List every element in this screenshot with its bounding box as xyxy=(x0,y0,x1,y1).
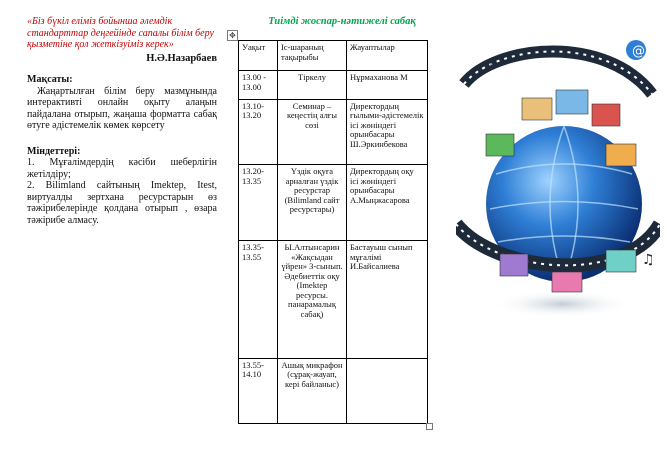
svg-text:@: @ xyxy=(632,44,645,59)
table-header-row xyxy=(239,41,428,71)
row-time: 13.10-13.20 xyxy=(239,99,278,164)
tasks-heading: Міндеттері: xyxy=(27,145,81,157)
row-topic: Ы.Алтынсарин «Жақсыдан үйрен» 3-сынып. Әдебиеттік оқу (Imektep ресурсы. панарамалық сабақ) xyxy=(278,241,347,359)
quote-author: Н.Ә.Назарбаев xyxy=(146,52,217,64)
row-responsible: Директордың ғылыми-әдістемелік ісі жөніндегі орынбасары Ш.Эркинбекова xyxy=(347,99,428,164)
left-column xyxy=(27,16,217,226)
table-row xyxy=(239,241,428,359)
header-topic: Іс-шараның тақырыбы xyxy=(278,41,347,71)
table-title: Тиімді жоспар-нәтижелі сабақ xyxy=(268,16,416,27)
row-topic: Семинар – кеңестің алғы сөзі xyxy=(278,99,347,164)
row-topic: Тіркелу xyxy=(278,71,347,99)
row-responsible xyxy=(347,358,428,423)
goal-heading: Мақсаты: xyxy=(27,74,73,85)
row-time: 13.20-13.35 xyxy=(239,165,278,241)
row-time: 13.35-13.55 xyxy=(239,241,278,359)
row-topic: Үздік оқуға арналған үздік ресурстар (Bilimland сайт ресурстары) xyxy=(278,165,347,241)
row-responsible: Нұрмаханова М xyxy=(347,71,428,99)
row-time: 13.00 - 13.00 xyxy=(239,71,278,99)
table-row xyxy=(239,99,428,164)
table-row xyxy=(239,358,428,423)
resize-handle[interactable] xyxy=(426,423,433,430)
header-responsible: Жауаптылар xyxy=(347,41,428,71)
table-row xyxy=(239,71,428,99)
schedule-table xyxy=(238,40,428,424)
goal-text: Жаңартылған білім беру мазмұнында интерактивті онлайн оқыту алаңын пайдалана отырып, жаңаша форматта сабақ өтуге әдістемелік көмек көрсету xyxy=(27,85,217,131)
svg-text:♪: ♪ xyxy=(486,55,497,74)
row-topic: Ашық микрафон (сұрақ-жауап, кері байланыс) xyxy=(278,358,347,423)
table-row xyxy=(239,165,428,241)
task-item-1: 1. Мұғалімдердің кәсіби шеберлігін жетілдіру; xyxy=(27,157,217,180)
quote-text: «Біз бүкіл еліміз бойынша әлемдік стандарттар деңгейінде сапалы білім беру қызметіне қол жеткізуіміз керек» xyxy=(27,16,214,50)
row-responsible: Директордың оқу ісі жөніндегі орынбасары А.Мыңжасарова xyxy=(347,165,428,241)
globe-filmstrip-illustration xyxy=(456,24,660,324)
row-responsible: Бастауыш сынып мұғалімі И.Байсалиева xyxy=(347,241,428,359)
header-time: Уақыт xyxy=(239,41,278,71)
task-item-2: 2. Bilimland сайтының Imektep, Itest, виртуалды зертхана ресурстарын өз тәжірибелерінде қолдана отырып , өзара тәжірибе алмасу. xyxy=(27,180,217,226)
row-time: 13.55-14.10 xyxy=(239,358,278,423)
svg-text:♫: ♫ xyxy=(642,252,655,268)
move-anchor-icon[interactable]: ✥ xyxy=(227,30,238,41)
